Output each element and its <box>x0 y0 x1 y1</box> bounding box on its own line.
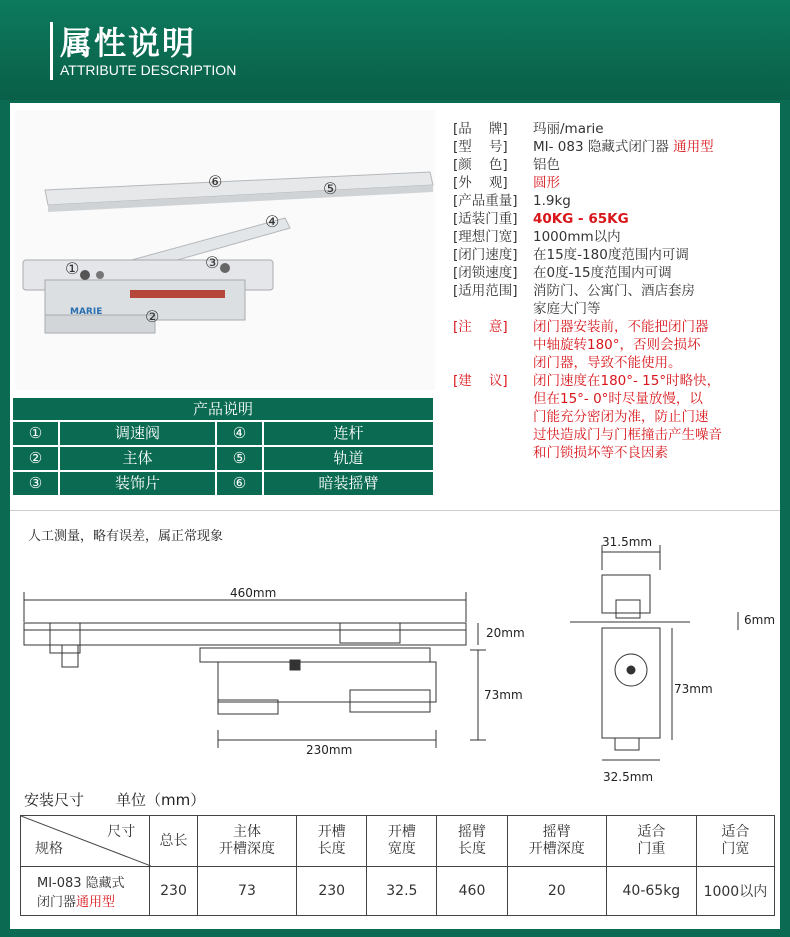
notice-line: 闭门器，导致不能使用。 <box>533 355 682 371</box>
dim-230: 230mm <box>306 743 353 757</box>
spec-label: [闭门速度] <box>453 247 518 263</box>
notice-line: 闭门器安装前，不能把闭门器 <box>533 319 709 335</box>
value-cell: 230 <box>150 867 198 916</box>
dim-20: 20mm <box>486 626 525 640</box>
spec-value: 铝色 <box>533 157 560 173</box>
callout-4: ④ <box>265 212 280 231</box>
legend-part: 主体 <box>60 447 215 470</box>
install-unit: 单位（mm） <box>116 791 206 809</box>
legend-num: ① <box>13 422 58 445</box>
install-dimensions-table <box>20 815 775 916</box>
advice-label: [建 议] <box>453 373 508 389</box>
legend-num: ③ <box>13 472 58 495</box>
dim-460: 460mm <box>230 586 277 600</box>
spec-color <box>453 156 773 174</box>
spec-label <box>453 300 533 318</box>
spec-value: 在15度-180度范围内可调 <box>533 247 689 263</box>
install-title: 安装尺寸 <box>24 791 85 809</box>
value-cell: 1000以内 <box>696 867 774 916</box>
spec-label: [适用范围] <box>453 283 518 299</box>
advice-line: 过快造成门与门框撞击产生噪音 <box>533 427 722 443</box>
spec-value: 1000mm以内 <box>533 229 621 245</box>
callout-1: ① <box>65 259 80 278</box>
spec-value-highlight: 40KG - 65KG <box>533 211 629 227</box>
spec-value: 1.9kg <box>533 193 571 209</box>
col-header: 主体 开槽深度 <box>197 816 296 867</box>
callout-3: ③ <box>205 253 220 272</box>
advice-block <box>453 372 773 462</box>
legend-part: 调速阀 <box>60 422 215 445</box>
table-row <box>21 867 775 916</box>
spec-value-highlight: 圆形 <box>533 175 560 191</box>
col-header: 总长 <box>150 816 198 867</box>
value-cell: 40-65kg <box>606 867 696 916</box>
notice-line: 中轴旋转180°，否则会损坏 <box>533 337 701 353</box>
spec-label: [型 号] <box>453 139 508 155</box>
corner-top-label: 尺寸 <box>107 824 136 840</box>
spec-brand <box>453 120 773 138</box>
legend-row <box>13 447 433 470</box>
dimension-drawing <box>0 520 790 785</box>
door-closer-illustration <box>15 110 435 390</box>
spec-model <box>453 138 773 156</box>
spec-latch-speed <box>453 264 773 282</box>
legend-part: 连杆 <box>264 422 433 445</box>
spec-value: MI- 083 隐藏式闭门器 <box>533 139 674 155</box>
callout-6: ⑥ <box>208 172 223 191</box>
product-image <box>15 110 435 390</box>
notice-block <box>453 318 773 372</box>
callout-5: ⑤ <box>323 179 338 198</box>
corner-cell <box>21 816 150 867</box>
dim-31-5: 31.5mm <box>602 535 653 549</box>
spec-label: [闭锁速度] <box>453 265 518 281</box>
dim-73-left: 73mm <box>484 688 523 702</box>
header-accent-bar <box>50 22 53 80</box>
advice-line: 门能充分密闭为准，防止门速 <box>533 409 709 425</box>
value-cell: 230 <box>297 867 367 916</box>
legend-num: ② <box>13 447 58 470</box>
spec-door-width <box>453 228 773 246</box>
brand-stamp: MARIE <box>70 307 103 317</box>
col-header: 适合 门宽 <box>696 816 774 867</box>
spec-value: 玛丽/marie <box>533 121 604 137</box>
legend-row <box>13 472 433 495</box>
legend-num: ⑥ <box>217 472 262 495</box>
spec-value: 消防门、公寓门、酒店套房 <box>533 283 695 299</box>
legend-num: ⑤ <box>217 447 262 470</box>
col-header: 摇臂 开槽深度 <box>507 816 606 867</box>
col-header: 开槽 长度 <box>297 816 367 867</box>
callout-2: ② <box>145 307 160 326</box>
legend-row <box>13 422 433 445</box>
spec-value: 家庭大门等 <box>533 301 601 317</box>
table-header-row <box>21 816 775 867</box>
model-cell: MI-083 隐藏式 闭门器通用型 <box>21 867 150 916</box>
measurement-note: 人工测量，略有误差，属正常现象 <box>28 529 224 544</box>
col-header: 适合 门重 <box>606 816 696 867</box>
parts-legend <box>13 398 433 495</box>
spec-label: [颜 色] <box>453 157 508 173</box>
col-header: 开槽 宽度 <box>367 816 437 867</box>
legend-part: 暗装摇臂 <box>264 472 433 495</box>
value-cell: 460 <box>437 867 507 916</box>
spec-appearance <box>453 174 773 192</box>
notice-label: [注 意] <box>453 319 508 335</box>
spec-closing-speed <box>453 246 773 264</box>
section-header <box>0 0 790 100</box>
legend-part: 装饰片 <box>60 472 215 495</box>
col-header: 摇臂 长度 <box>437 816 507 867</box>
spec-list <box>453 120 773 462</box>
section-title: 属性说明 <box>60 24 197 62</box>
spec-label: [产品重量] <box>453 193 518 209</box>
spec-value: 在0度-15度范围内可调 <box>533 265 672 281</box>
spec-label: [理想门宽] <box>453 229 518 245</box>
spec-label: [外 观] <box>453 175 508 191</box>
value-cell: 20 <box>507 867 606 916</box>
section-subtitle: ATTRIBUTE DESCRIPTION <box>60 62 237 78</box>
spec-weight <box>453 192 773 210</box>
advice-line: 闭门速度在180°- 15°时略快， <box>533 373 721 389</box>
dim-6: 6mm <box>744 613 776 627</box>
spec-value-highlight: 通用型 <box>673 139 714 155</box>
spec-label: [适装门重] <box>453 211 518 227</box>
dim-73-right: 73mm <box>674 682 713 696</box>
corner-bottom-label: 规格 <box>35 841 63 857</box>
spec-label: [品 牌] <box>453 121 508 137</box>
value-cell: 32.5 <box>367 867 437 916</box>
spec-door-weight <box>453 210 773 228</box>
advice-line: 和门锁损坏等不良因素 <box>533 445 668 461</box>
legend-part: 轨道 <box>264 447 433 470</box>
spec-application <box>453 282 773 300</box>
legend-num: ④ <box>217 422 262 445</box>
section-divider <box>10 510 780 511</box>
advice-line: 但在15°- 0°时尽量放慢，以 <box>533 391 703 407</box>
value-cell: 73 <box>197 867 296 916</box>
legend-title: 产品说明 <box>13 398 433 420</box>
spec-application-cont <box>453 300 773 318</box>
dim-32-5: 32.5mm <box>603 770 654 784</box>
